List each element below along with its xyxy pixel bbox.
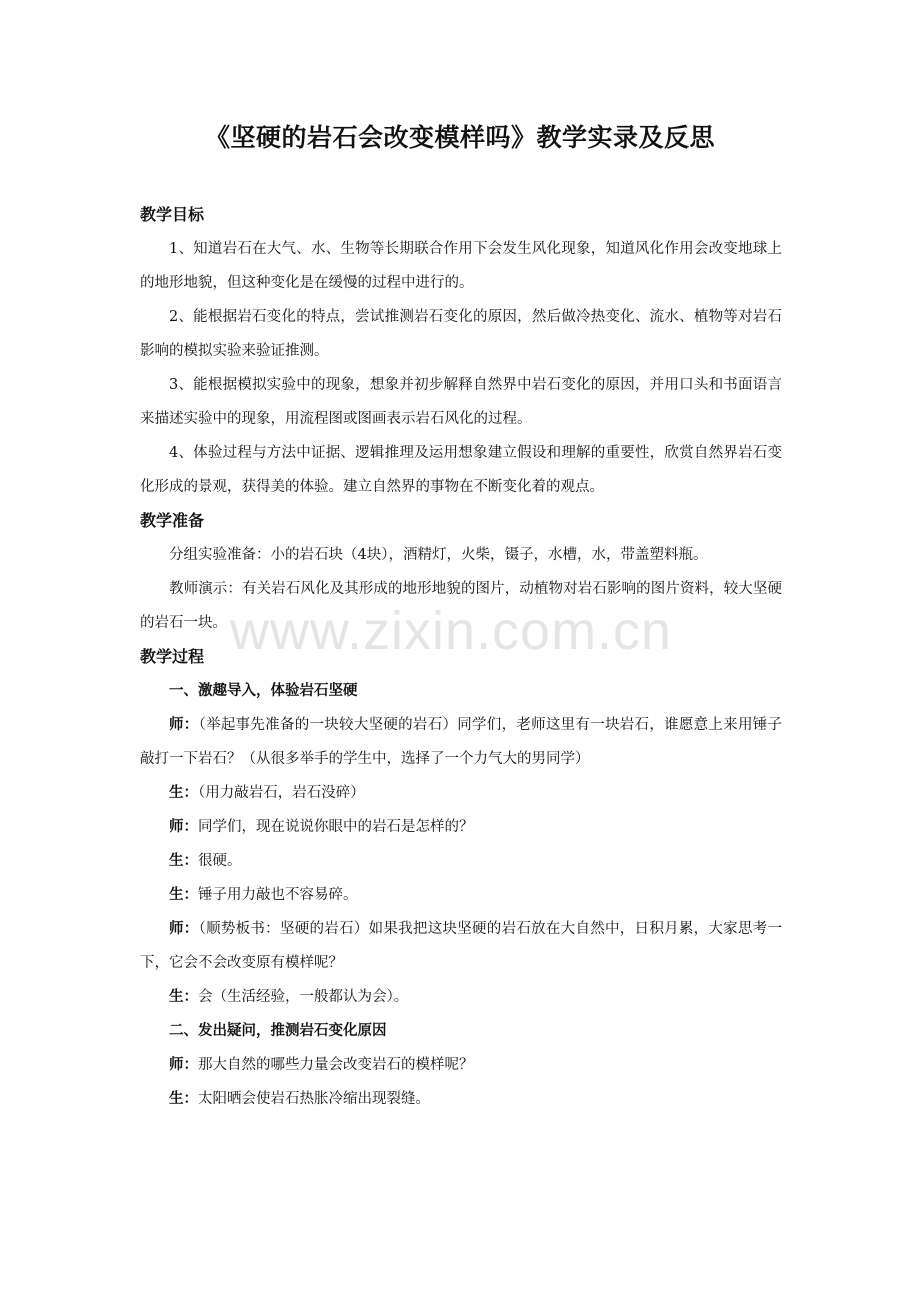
prep-paragraph: 教师演示：有关岩石风化及其形成的地形地貌的图片，动植物对岩石影响的图片资料，较大坚硬的岩石一块。 — [140, 581, 782, 631]
dialogue-line — [140, 878, 782, 912]
heading-prep: 教学准备 — [140, 511, 205, 530]
speaker-label: 师： — [169, 921, 199, 937]
dialogue-line — [140, 912, 782, 980]
dialogue-text: （举起事先准备的一块较大坚硬的岩石）同学们，老师这里有一块岩石，谁愿意上来用锤子敲打一下岩石？（从很多举手的学生中，选择了一个力气大的男同学） — [140, 717, 783, 767]
subheading-part1: 一、激趣导入，体验岩石坚硬 — [169, 683, 358, 699]
dialogue-text: 锤子用力敲也不容易碎。 — [198, 887, 358, 903]
goal-paragraph: 3、能根据模拟实验中的现象，想象并初步解释自然界中岩石变化的原因，并用口头和书面语言来描述实验中的现象，用流程图或图画表示岩石风化的过程。 — [140, 377, 782, 427]
heading-process: 教学过程 — [140, 647, 205, 666]
document-title: 《坚硬的岩石会改变模样吗》教学实录及反思 — [204, 123, 715, 152]
speaker-label: 生： — [169, 853, 198, 869]
speaker-label: 生： — [169, 1091, 198, 1107]
speaker-label: 生： — [169, 989, 198, 1005]
dialogue-text: （用力敲岩石，岩石没碎） — [198, 785, 365, 801]
dialogue-line — [140, 1082, 782, 1116]
dialogue-text: 太阳晒会使岩石热胀冷缩出现裂缝。 — [198, 1091, 430, 1107]
dialogue-text: 那大自然的哪些力量会改变岩石的模样呢？ — [198, 1057, 474, 1073]
dialogue-line — [140, 708, 782, 776]
speaker-label: 师： — [169, 717, 199, 733]
speaker-label: 师： — [169, 1057, 198, 1073]
subheading-part2: 二、发出疑问，推测岩石变化原因 — [169, 1023, 387, 1039]
goal-paragraph: 4、体验过程与方法中证据、逻辑推理及运用想象建立假设和理解的重要性，欣赏自然界岩石变化形成的景观，获得美的体验。建立自然界的事物在不断变化着的观点。 — [140, 445, 782, 495]
document-body — [140, 198, 782, 1116]
dialogue-line — [140, 1048, 782, 1082]
dialogue-line — [140, 980, 782, 1014]
speaker-label: 生： — [169, 887, 198, 903]
watermark: www.zixin.com.cn — [230, 601, 673, 661]
dialogue-text: 会（生活经验，一般都认为会）。 — [198, 989, 409, 1005]
prep-paragraph: 分组实验准备：小的岩石块（4块），酒精灯，火柴，镊子，水槽，水，带盖塑料瓶。 — [169, 547, 708, 563]
dialogue-line — [140, 776, 782, 810]
dialogue-text: 同学们，现在说说你眼中的岩石是怎样的？ — [198, 819, 474, 835]
goal-paragraph: 1、知道岩石在大气、水、生物等长期联合作用下会发生风化现象，知道风化作用会改变地球上的地形地貌，但这种变化是在缓慢的过程中进行的。 — [140, 241, 782, 291]
goal-paragraph: 2、能根据岩石变化的特点，尝试推测岩石变化的原因，然后做冷热变化、流水、植物等对岩石影响的模拟实验来验证推测。 — [140, 309, 782, 359]
speaker-label: 师： — [169, 819, 198, 835]
heading-goals: 教学目标 — [140, 205, 205, 224]
speaker-label: 生： — [169, 785, 198, 801]
dialogue-text: （顺势板书：坚硬的岩石）如果我把这块坚硬的岩石放在大自然中，日积月累，大家思考一下，它会不会改变原有模样呢？ — [140, 921, 783, 971]
dialogue-text: 很硬。 — [198, 853, 242, 869]
dialogue-line — [140, 844, 782, 878]
dialogue-line — [140, 810, 782, 844]
